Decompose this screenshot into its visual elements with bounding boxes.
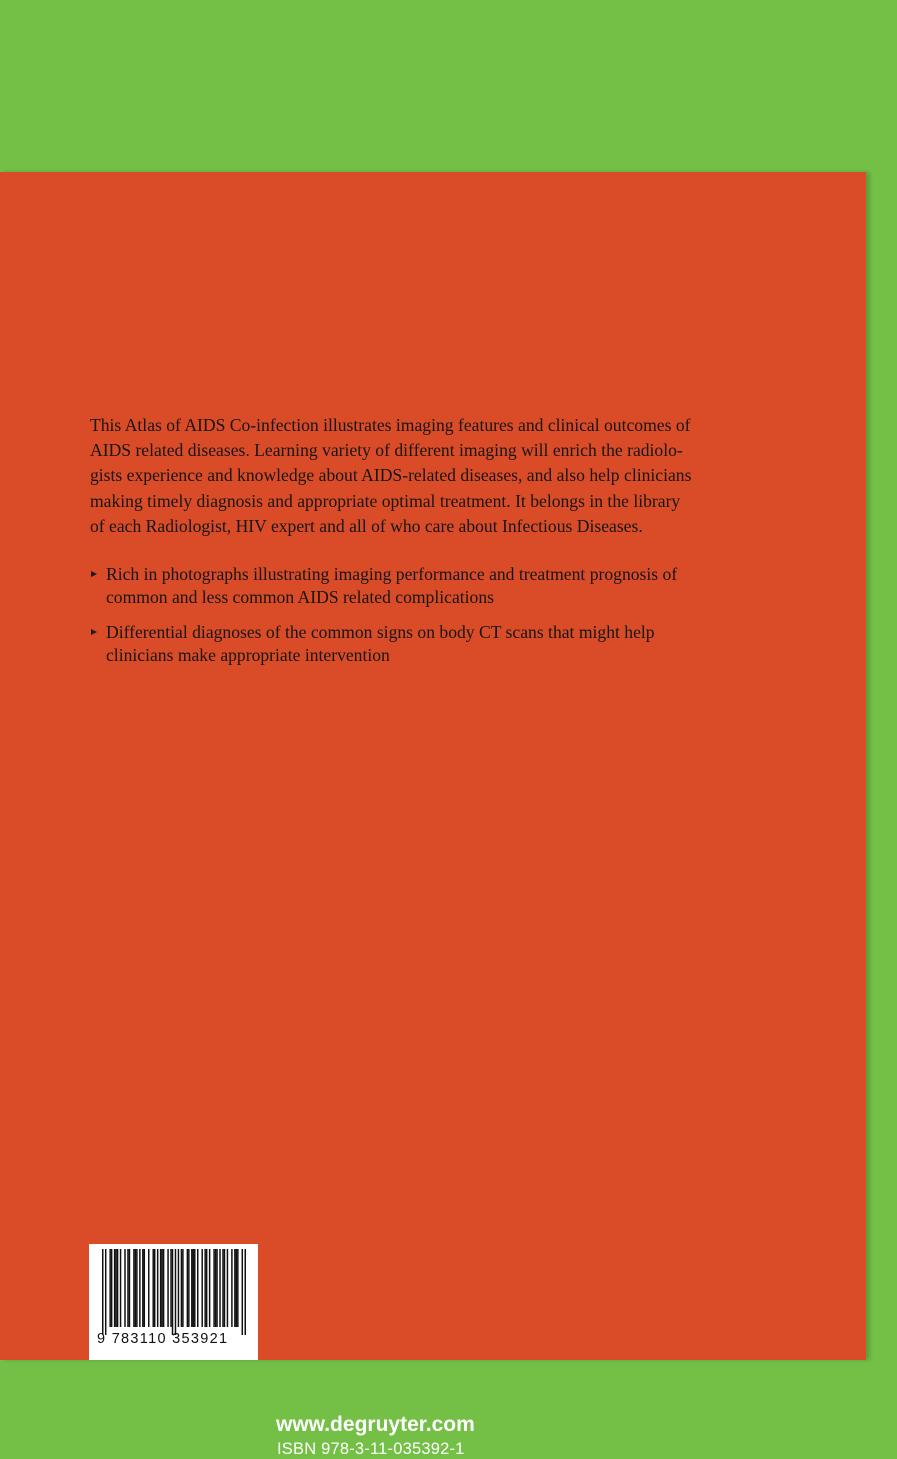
barcode-bar [133, 1249, 134, 1327]
barcode-bar [161, 1249, 162, 1327]
barcode-bar [206, 1249, 207, 1327]
isbn-text: ISBN 978-3-11-035392-1 [277, 1440, 465, 1458]
barcode-bar [181, 1249, 182, 1327]
barcode-bar [167, 1249, 168, 1327]
barcode-bar [219, 1249, 220, 1327]
barcode-bar [127, 1249, 128, 1327]
barcode-bar [191, 1249, 192, 1327]
barcode-bar [135, 1249, 136, 1327]
barcode-bar [227, 1249, 228, 1327]
barcode-bar [142, 1249, 143, 1327]
barcode-bar [216, 1249, 217, 1327]
feature-bullet-list [90, 563, 780, 679]
barcode-bar [201, 1249, 202, 1327]
barcode-bars [102, 1249, 246, 1335]
blurb-paragraph [90, 413, 780, 539]
barcode-bar [197, 1249, 198, 1327]
barcode-bar [120, 1249, 121, 1327]
barcode-bar [215, 1249, 216, 1327]
blurb-line: making timely diagnosis and appropriate optimal treatment. It belongs in the library [90, 490, 681, 511]
barcode-bar [163, 1249, 164, 1327]
barcode-bar [139, 1249, 140, 1327]
barcode-bar [193, 1249, 194, 1327]
barcode-bar [187, 1249, 188, 1327]
barcode-bar [209, 1249, 210, 1327]
barcode-bar [148, 1249, 149, 1327]
barcode-bar [154, 1249, 155, 1327]
barcode-bar [111, 1249, 112, 1327]
barcode-bar [237, 1249, 238, 1327]
barcode-bar [114, 1249, 115, 1327]
barcode-bar [152, 1249, 153, 1327]
feature-bullet-line: common and less common AIDS related complications [106, 586, 494, 607]
barcode-bar [236, 1249, 237, 1327]
barcode-bar [109, 1249, 110, 1327]
barcode-bar [194, 1249, 195, 1327]
barcode-bar [204, 1249, 205, 1327]
bullet-triangle-icon [91, 629, 97, 635]
bullet-triangle-icon [91, 571, 97, 577]
blurb-line: This Atlas of AIDS Co-infection illustrates imaging features and clinical outcomes of [90, 415, 691, 435]
barcode-bar [144, 1249, 145, 1327]
feature-bullet-line: Rich in photographs illustrating imaging performance and treatment prognosis of [106, 564, 678, 584]
barcode-bar [105, 1249, 106, 1335]
barcode-bar [188, 1249, 189, 1327]
barcode-bar [129, 1249, 130, 1327]
feature-bullet-line: clinicians make appropriate intervention [106, 644, 390, 665]
publisher-url: www.degruyter.com [276, 1413, 475, 1436]
barcode-bar [182, 1249, 183, 1327]
feature-bullet [90, 563, 780, 608]
feature-bullet [90, 621, 780, 666]
barcode-bar [175, 1249, 176, 1335]
barcode-bar [242, 1249, 243, 1335]
blurb-line: of each Radiologist, HIV expert and all of who care about Infectious Diseases. [90, 515, 643, 536]
barcode-bar [102, 1249, 103, 1335]
blurb-line: gists experience and knowledge about AIDS-related diseases, and also help clinicians [90, 465, 692, 486]
barcode-bar [115, 1249, 116, 1327]
barcode-bar [222, 1249, 223, 1327]
barcode-bar [124, 1249, 125, 1327]
barcode-bar [172, 1249, 173, 1335]
barcode-bar [178, 1249, 179, 1327]
barcode-bar [160, 1249, 161, 1327]
barcode-bar [245, 1249, 246, 1335]
barcode-bar [213, 1249, 214, 1327]
barcode-bar [234, 1249, 235, 1327]
barcode-bar [117, 1249, 118, 1327]
isbn-barcode [89, 1244, 258, 1360]
barcode-bar [170, 1249, 171, 1327]
feature-bullet-line: Differential diagnoses of the common signs on body CT scans that might help [106, 622, 655, 642]
barcode-bar [231, 1249, 232, 1327]
barcode-digits: 9 783110 353921 [97, 1331, 229, 1347]
barcode-bar [157, 1249, 158, 1327]
back-cover [0, 172, 866, 1458]
barcode-bar [136, 1249, 137, 1327]
barcode-bar [224, 1249, 225, 1327]
blurb-line: AIDS related diseases. Learning variety of different imaging will enrich the radiolo- [90, 440, 683, 461]
